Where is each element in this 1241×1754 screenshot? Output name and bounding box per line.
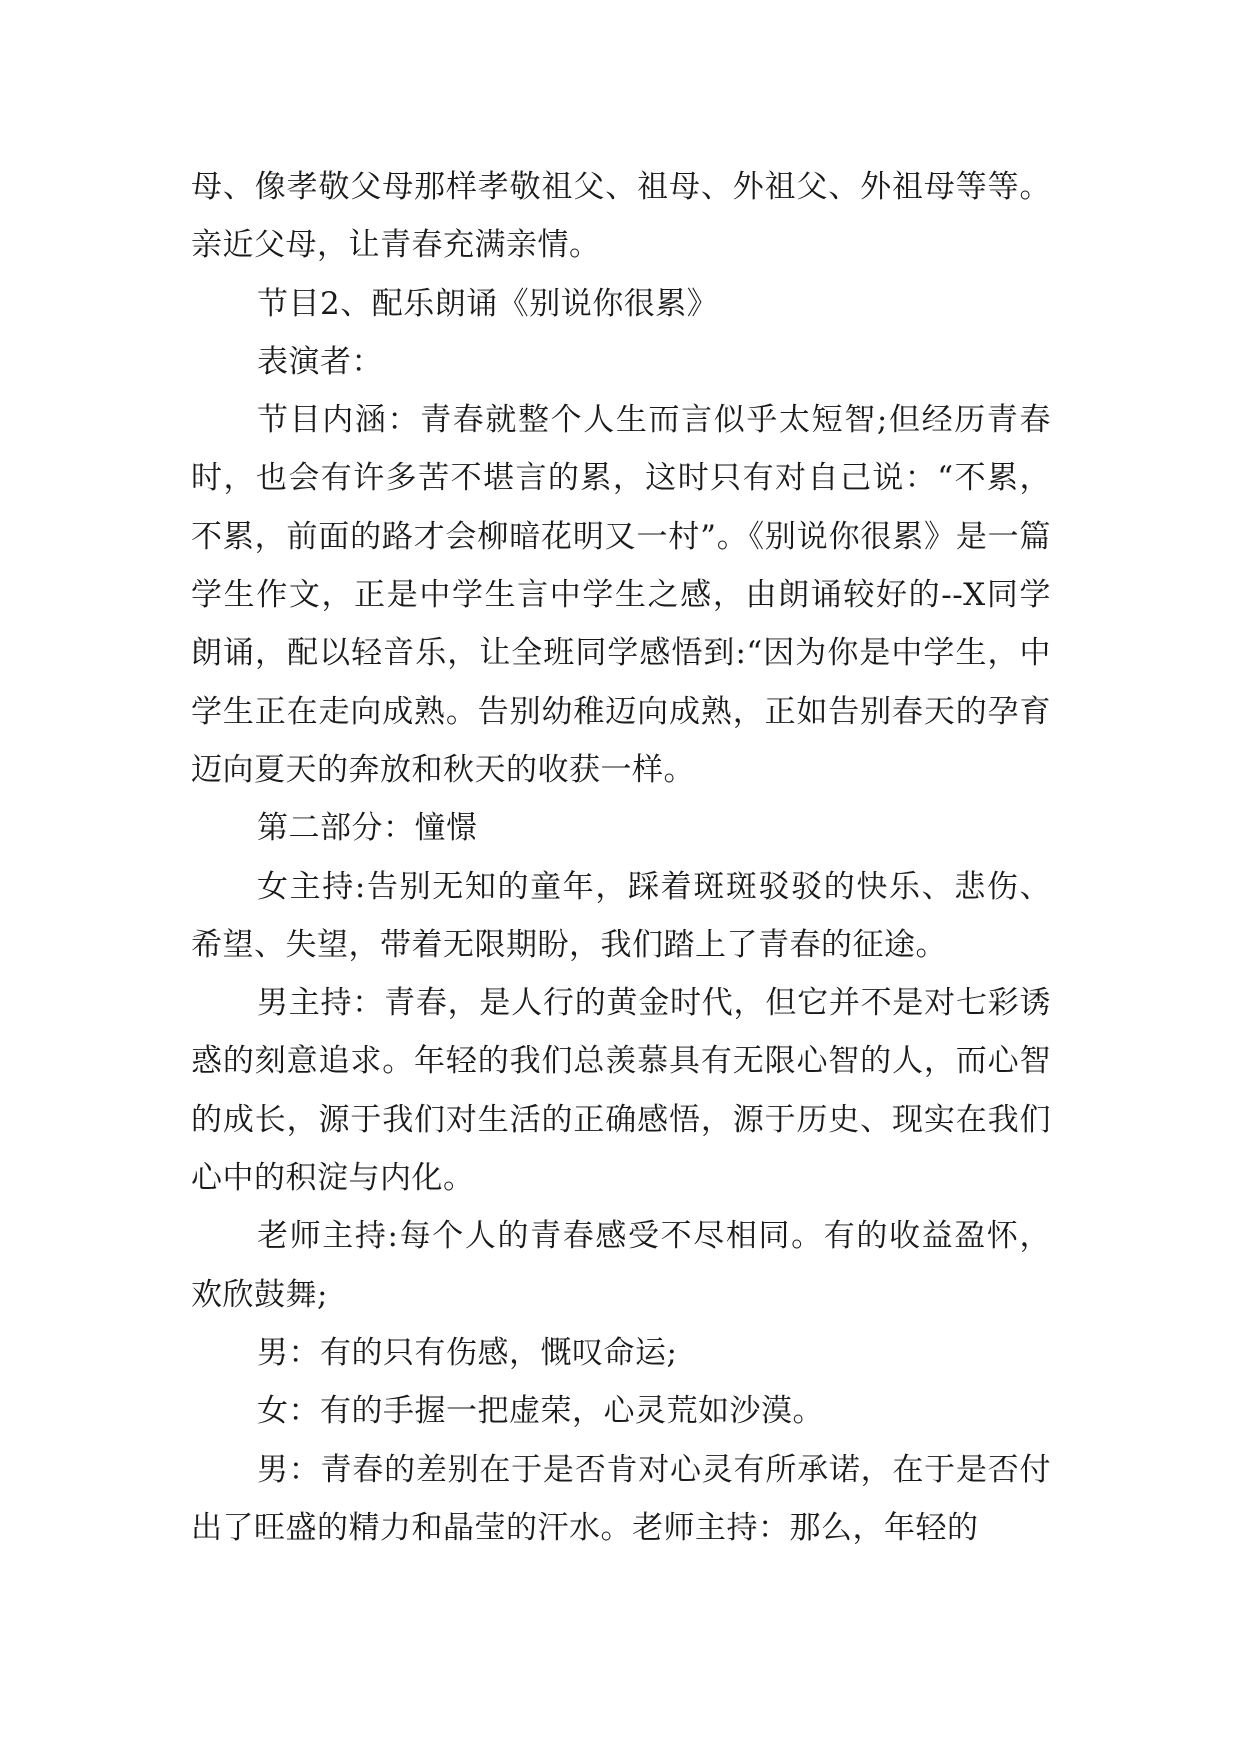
male-host-paragraph: 男主持：青春，是人行的黄金时代，但它并不是对七彩诱惑的刻意追求。年轻的我们总羡慕具有无限心智的人，而心智的成长，源于我们对生活的正确感悟，源于历史、现实在我们心中的积淀与内化。 — [191, 985, 1051, 1197]
document-body — [191, 158, 1051, 1557]
male-line-paragraph: 男：有的只有伤感，慨叹命运; — [257, 1334, 678, 1371]
male-closing-paragraph: 男：青春的差别在于是否肯对心灵有所承诺，在于是否付出了旺盛的精力和晶莹的汗水。老师主持：那么，年轻的 — [191, 1451, 1051, 1546]
performer-label: 表演者： — [257, 343, 383, 380]
program-connotation-paragraph: 节目内涵：青春就整个人生而言似乎太短智;但经历青春时，也会有许多苦不堪言的累，这时只有对自己说：“不累，不累，前面的路才会柳暗花明又一村”。《别说你很累》是一篇学生作文，正是中学生言中学生之感，由朗诵较好的--X同学朗诵，配以轻音乐，让全班同学感悟到:“因为你是中学生，中学生正在走向成熟。告别幼稚迈向成熟，正如告别春天的孕育迈向夏天的奔放和秋天的收获一样。 — [191, 402, 1051, 788]
paragraph-continuation: 母、像孝敬父母那样孝敬祖父、祖母、外祖父、外祖母等等。亲近父母，让青春充满亲情。 — [191, 169, 1051, 264]
teacher-host-paragraph: 老师主持:每个人的青春感受不尽相同。有的收益盈怀，欢欣鼓舞; — [191, 1218, 1051, 1313]
female-host-paragraph: 女主持:告别无知的童年，踩着斑斑驳驳的快乐、悲伤、希望、失望，带着无限期盼，我们踏上了青春的征途。 — [191, 868, 1051, 963]
section-2-heading: 第二部分：憧憬 — [257, 810, 478, 847]
program-2-title: 节目2、配乐朗诵《别说你很累》 — [257, 285, 719, 322]
female-line-paragraph: 女：有的手握一把虚荣，心灵荒如沙漠。 — [257, 1393, 824, 1430]
